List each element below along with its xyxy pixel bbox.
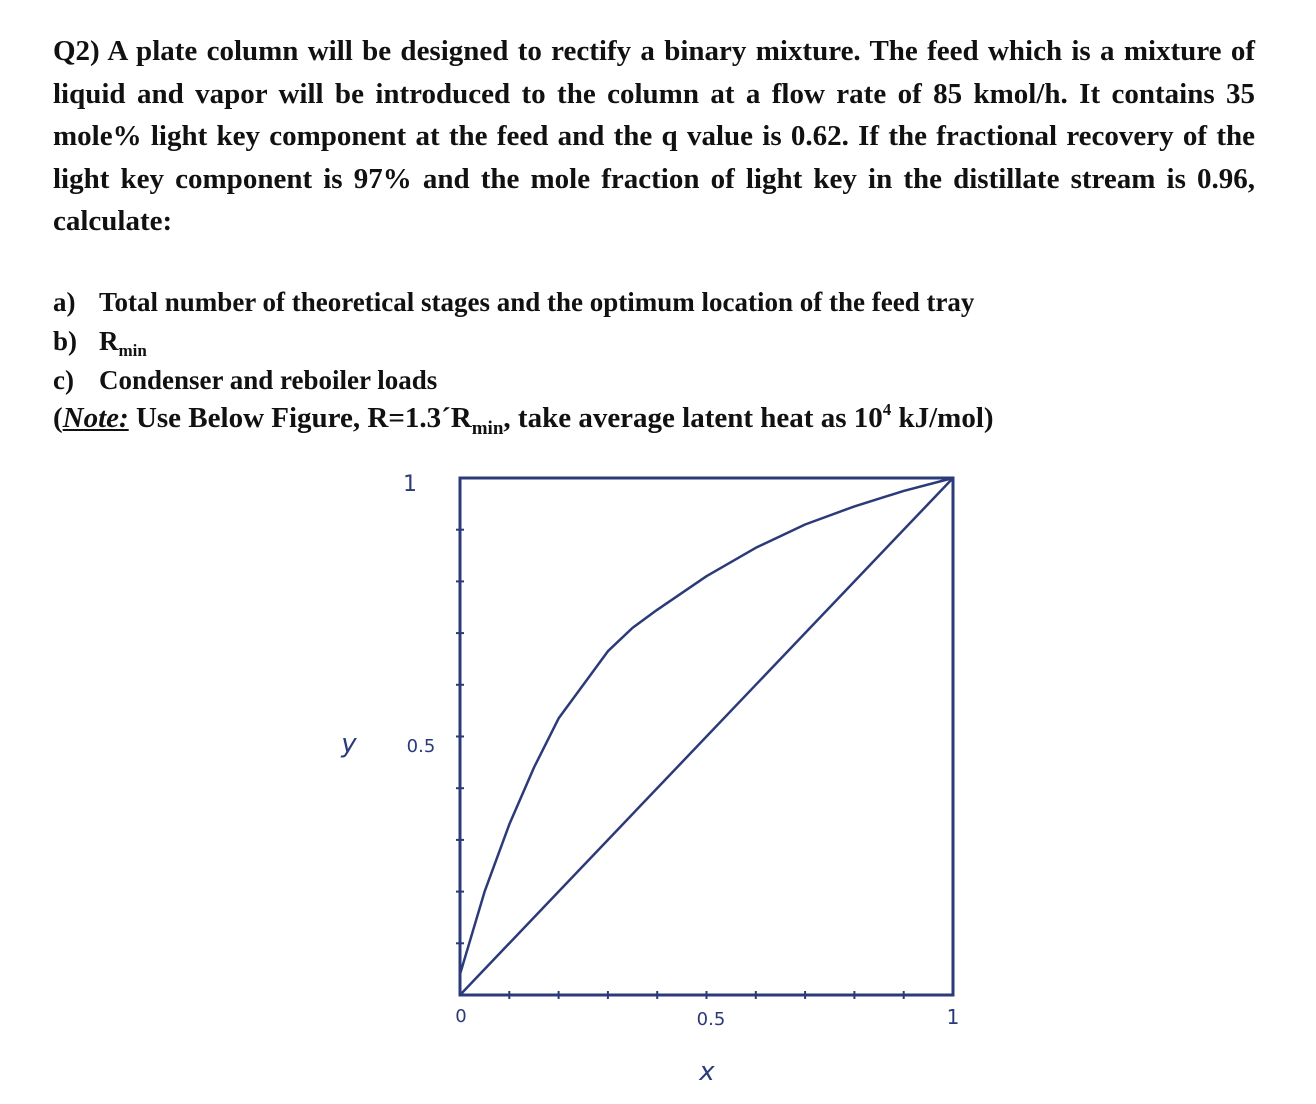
- note-subscript: min: [471, 418, 504, 439]
- note-superscript: 4: [882, 400, 892, 419]
- note-open-paren: (: [53, 402, 63, 434]
- note-text-2: , take average latent heat as 10: [503, 402, 883, 434]
- y-axis-label: y: [341, 729, 357, 759]
- part-b-label: b): [53, 326, 78, 356]
- part-b-subscript: min: [118, 341, 147, 360]
- part-b-text: R: [99, 326, 119, 356]
- note-word: Note:: [62, 402, 129, 434]
- note-text-3: kJ/mol): [891, 402, 994, 434]
- x-tick-label-1: 1: [946, 1005, 960, 1029]
- x-tick-label-0: 0: [455, 1006, 467, 1027]
- plot-series: [460, 478, 953, 995]
- part-a-text: Total number of theoretical stages and the optimum location of the feed tray: [99, 287, 975, 317]
- note-text-1: Use Below Figure, R=1.3´R: [128, 402, 472, 434]
- y-tick-label-1: 1: [403, 472, 417, 497]
- diagonal-line: [460, 478, 953, 995]
- part-c-text: Condenser and reboiler loads: [99, 365, 438, 395]
- x-tick-label-0-5: 0.5: [696, 1009, 726, 1030]
- question-text: Q2) A plate column will be designed to rectify a binary mixture. The feed which is a mixture of liquid and vapor will be introduced to the column at a flow rate of 85 kmol/h. It contains 35 mole% light key component at the feed and the q value is 0.62. If the fractional recovery of the light key component is 97% and the mole fraction of light key in the distillate stream is 0.96, calculate:: [53, 35, 1255, 237]
- part-c-label: c): [53, 365, 74, 395]
- x-axis-label: x: [699, 1057, 715, 1087]
- part-a-label: a): [53, 287, 76, 317]
- equilibrium-curve: [460, 478, 953, 974]
- y-tick-label-0-5: 0.5: [406, 736, 436, 757]
